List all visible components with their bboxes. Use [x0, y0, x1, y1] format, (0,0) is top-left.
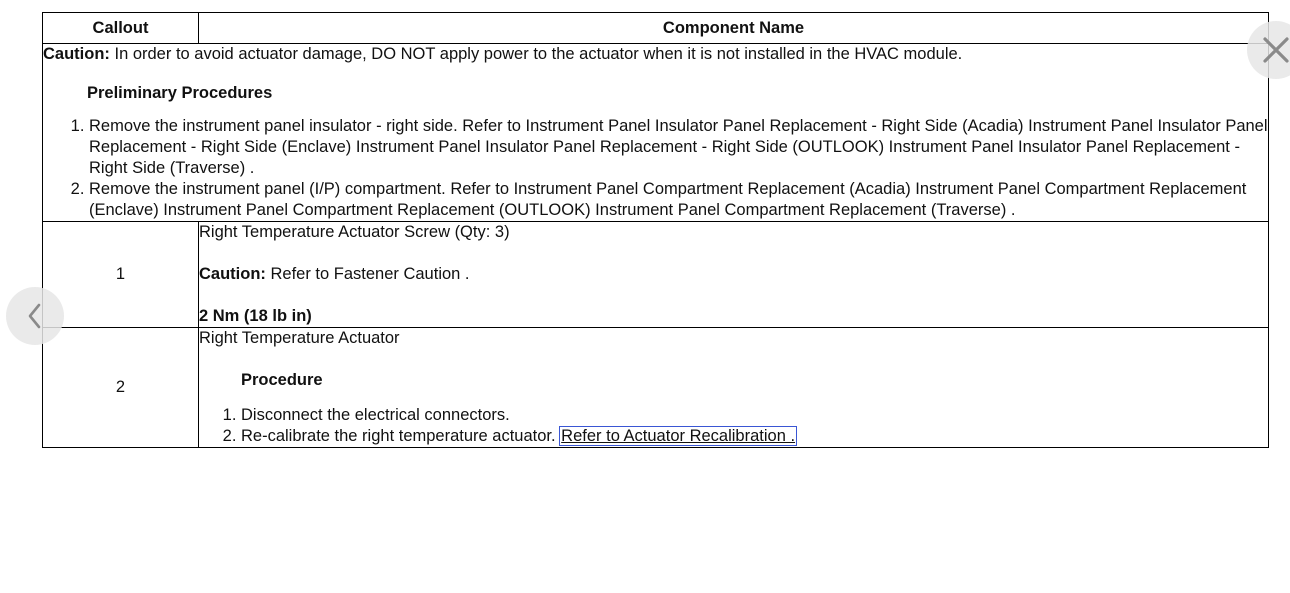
preliminary-step-1: 1. Remove the instrument panel insulator - right side. Refer to Instrument Panel Insulator Panel Replacement - Right Side (Acadia) Instrument Panel Insulator Panel Replacement - Right Side (Enclave) Instrument Panel Insulator Panel Replacement - Right Side (OUTLOOK) Instrument Panel Insulator Panel Replacement - Right Side (Traverse) . [89, 116, 1268, 179]
procedure-steps [199, 405, 1268, 447]
procedure-step-text: Re-calibrate the right temperature actuator. [241, 427, 561, 445]
close-icon [1261, 35, 1290, 65]
caution-note [43, 44, 1268, 65]
procedure-step-2 [241, 426, 1268, 447]
chevron-left-icon [24, 301, 46, 331]
component-name: Right Temperature Actuator [199, 329, 400, 347]
caution-label: Caution: [199, 265, 266, 283]
caution-note [199, 264, 1268, 285]
preliminary-cell [43, 44, 1269, 222]
callout-number: 2 [43, 328, 199, 448]
header-component-name: Component Name [199, 13, 1269, 44]
callout-number: 1 [43, 222, 199, 328]
table-row [43, 222, 1269, 328]
preliminary-steps [43, 116, 1268, 221]
component-table [42, 12, 1269, 448]
preliminary-step-2: 2. Remove the instrument panel (I/P) compartment. Refer to Instrument Panel Compartment Replacement (Acadia) Instrument Panel Compartment Replacement (Enclave) Instrument Panel Compartment Replacement (OUTLOOK) Instrument Panel Compartment Replacement (Traverse) . [89, 179, 1268, 221]
header-callout: Callout [43, 13, 199, 44]
preliminary-row [43, 44, 1269, 222]
caution-label: Caution: [43, 45, 110, 63]
caution-text: Refer to Fastener Caution . [265, 265, 470, 283]
component-cell [199, 222, 1269, 328]
table-header-row [43, 13, 1269, 44]
actuator-recalibration-link[interactable]: Refer to Actuator Recalibration . [561, 427, 796, 445]
component-cell [199, 328, 1269, 448]
preliminary-title: Preliminary Procedures [87, 84, 273, 102]
caution-text: In order to avoid actuator damage, DO NOT apply power to the actuator when it is not installed in the HVAC module. [109, 45, 963, 63]
procedure-title: Procedure [241, 371, 323, 389]
torque-spec: 2 Nm (18 lb in) [199, 307, 312, 325]
previous-button[interactable] [6, 287, 64, 345]
table-row [43, 328, 1269, 448]
procedure-step-1: 1. Disconnect the electrical connectors. [241, 405, 1268, 426]
component-name: Right Temperature Actuator Screw (Qty: 3) [199, 223, 510, 241]
